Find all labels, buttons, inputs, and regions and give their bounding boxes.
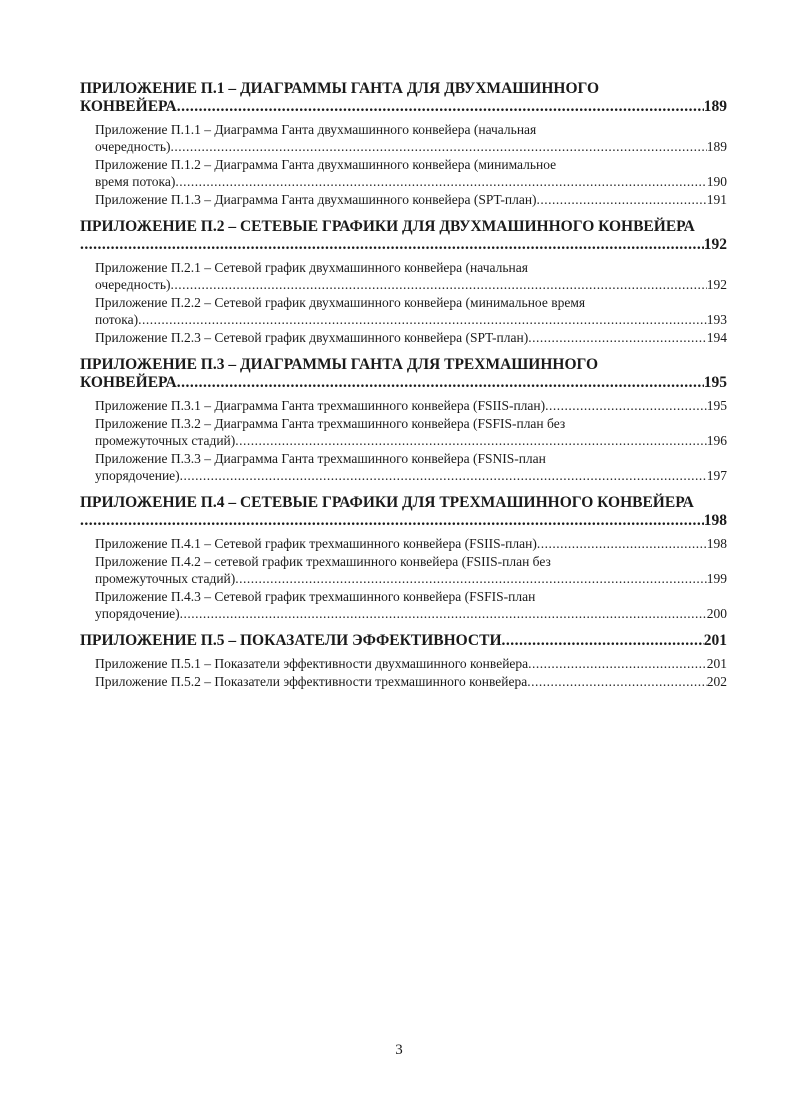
dot-leader: [527, 673, 707, 690]
item-text-cont: очередность): [95, 139, 171, 154]
toc-section: [80, 632, 727, 690]
item-leader-line: [95, 397, 727, 414]
toc-item[interactable]: [95, 535, 727, 552]
dot-leader: [180, 605, 707, 622]
item-page-number: 196: [706, 433, 727, 448]
section-title[interactable]: [80, 356, 727, 392]
item-page-number: 191: [706, 192, 727, 207]
subsection-list: [80, 535, 727, 622]
dot-leader: [235, 570, 706, 587]
subsection-list: [80, 397, 727, 484]
dot-leader: [528, 655, 707, 672]
item-text: Приложение П.4.3 – Сетевой график трехмашинного конвейера (FSFIS-план: [95, 589, 536, 604]
item-text: Приложение П.5.2 – Показатели эффективности трехмашинного конвейера: [95, 674, 528, 689]
section-title[interactable]: [80, 80, 727, 116]
item-text: Приложение П.3.3 – Диаграмма Ганта трехмашинного конвейера (FSNIS-план: [95, 451, 546, 466]
item-text: Приложение П.2.1 – Сетевой график двухмашинного конвейера (начальная: [95, 260, 528, 275]
item-leader-line: [95, 432, 727, 449]
dot-leader: [170, 138, 706, 155]
dot-leader: [138, 311, 707, 328]
item-text: Приложение П.1.2 – Диаграмма Ганта двухмашинного конвейера (минимальное: [95, 157, 557, 172]
item-leader-line: [95, 570, 727, 587]
toc-item[interactable]: [95, 415, 727, 449]
item-page-number: 201: [706, 656, 727, 671]
dot-leader: [177, 98, 704, 116]
dot-leader: [545, 397, 707, 414]
dot-leader: [537, 191, 707, 208]
item-text: Приложение П.3.1 – Диаграмма Ганта трехмашинного конвейера (FSIIS-план): [95, 398, 546, 413]
item-text: Приложение П.2.2 – Сетевой график двухмашинного конвейера (минимальное время: [95, 295, 586, 310]
dot-leader: [502, 632, 704, 650]
item-text-cont: промежуточных стадий): [95, 433, 236, 448]
toc-item[interactable]: [95, 450, 727, 484]
toc-section: [80, 356, 727, 484]
item-text: Приложение П.4.2 – сетевой график трехмашинного конвейера (FSIIS-план без: [95, 554, 551, 569]
toc-item[interactable]: [95, 553, 727, 587]
section-title-leader-line: [80, 374, 727, 392]
toc-item[interactable]: [95, 121, 727, 155]
dot-leader: [235, 432, 706, 449]
item-page-number: 195: [706, 398, 727, 413]
item-page-number: 199: [706, 571, 727, 586]
item-text-cont: очередность): [95, 277, 171, 292]
item-text-cont: время потока): [95, 174, 176, 189]
section-page-number: 195: [703, 374, 727, 391]
item-leader-line: [95, 138, 727, 155]
section-title-leader-line: [80, 512, 727, 530]
section-title[interactable]: [80, 632, 727, 650]
section-page-number: 198: [703, 512, 727, 529]
item-leader-line: [95, 655, 727, 672]
toc-item[interactable]: [95, 673, 727, 690]
item-page-number: 193: [706, 312, 727, 327]
section-title-line1: ПРИЛОЖЕНИЕ П.3 – ДИАГРАММЫ ГАНТА ДЛЯ ТРЕХМАШИННОГО: [80, 356, 599, 373]
toc-section: [80, 494, 727, 622]
item-page-number: 194: [706, 330, 727, 345]
section-title-leader-line: [80, 632, 727, 650]
item-leader-line: [95, 311, 727, 328]
subsection-list: [80, 121, 727, 208]
item-leader-line: [95, 191, 727, 208]
section-page-number: 201: [703, 632, 727, 649]
toc-item[interactable]: [95, 397, 727, 414]
section-title[interactable]: [80, 218, 727, 254]
item-leader-line: [95, 276, 727, 293]
toc-item[interactable]: [95, 156, 727, 190]
section-title-line2: КОНВЕЙЕРА: [80, 98, 177, 115]
item-page-number: 198: [706, 536, 727, 551]
section-title-line1: ПРИЛОЖЕНИЕ П.2 – СЕТЕВЫЕ ГРАФИКИ ДЛЯ ДВУХМАШИННОГО КОНВЕЙЕРА: [80, 218, 695, 235]
subsection-list: [80, 259, 727, 346]
item-page-number: 192: [706, 277, 727, 292]
item-text-cont: потока): [95, 312, 139, 327]
toc-item[interactable]: [95, 191, 727, 208]
item-page-number: 197: [706, 468, 727, 483]
dot-leader: [170, 276, 706, 293]
section-title-leader-line: [80, 98, 727, 116]
item-page-number: 202: [706, 674, 727, 689]
item-leader-line: [95, 535, 727, 552]
section-title-line1: ПРИЛОЖЕНИЕ П.1 – ДИАГРАММЫ ГАНТА ДЛЯ ДВУХМАШИННОГО: [80, 80, 600, 97]
section-title[interactable]: [80, 494, 727, 530]
item-text: Приложение П.1.1 – Диаграмма Ганта двухмашинного конвейера (начальная: [95, 122, 537, 137]
dot-leader: [175, 173, 706, 190]
item-text: Приложение П.3.2 – Диаграмма Ганта трехмашинного конвейера (FSFIS-план без: [95, 416, 566, 431]
item-text-cont: упорядочение): [95, 468, 180, 483]
item-text: Приложение П.2.3 – Сетевой график двухмашинного конвейера (SPT-план): [95, 330, 529, 345]
dot-leader: [537, 535, 707, 552]
item-page-number: 189: [706, 139, 727, 154]
section-page-number: 189: [703, 98, 727, 115]
toc-item[interactable]: [95, 294, 727, 328]
item-text: Приложение П.4.1 – Сетевой график трехмашинного конвейера (FSIIS-план): [95, 536, 537, 551]
dot-leader: [177, 374, 704, 392]
section-page-number: 192: [703, 236, 727, 253]
section-title-line1: ПРИЛОЖЕНИЕ П.4 – СЕТЕВЫЕ ГРАФИКИ ДЛЯ ТРЕХМАШИННОГО КОНВЕЙЕРА: [80, 494, 694, 511]
toc-section: [80, 80, 727, 208]
table-of-contents: [80, 80, 727, 700]
section-title-line2: КОНВЕЙЕРА: [80, 374, 177, 391]
dot-leader: [528, 329, 707, 346]
item-page-number: 200: [706, 606, 727, 621]
item-text: Приложение П.1.3 – Диаграмма Ганта двухмашинного конвейера (SPT-план): [95, 192, 537, 207]
item-leader-line: [95, 173, 727, 190]
toc-item[interactable]: [95, 259, 727, 293]
item-text-cont: упорядочение): [95, 606, 180, 621]
toc-item[interactable]: [95, 655, 727, 672]
item-leader-line: [95, 329, 727, 346]
section-title-line1: ПРИЛОЖЕНИЕ П.5 – ПОКАЗАТЕЛИ ЭФФЕКТИВНОСТИ: [80, 632, 502, 649]
dot-leader: [80, 236, 704, 254]
item-leader-line: [95, 467, 727, 484]
dot-leader: [80, 512, 704, 530]
dot-leader: [180, 467, 707, 484]
item-text-cont: промежуточных стадий): [95, 571, 236, 586]
section-title-leader-line: [80, 236, 727, 254]
page-number: 3: [395, 1042, 403, 1058]
item-text: Приложение П.5.1 – Показатели эффективности двухмашинного конвейера: [95, 656, 529, 671]
item-leader-line: [95, 605, 727, 622]
item-page-number: 190: [706, 174, 727, 189]
toc-section: [80, 218, 727, 346]
subsection-list: [80, 655, 727, 690]
toc-item[interactable]: [95, 329, 727, 346]
toc-item[interactable]: [95, 588, 727, 622]
item-leader-line: [95, 673, 727, 690]
